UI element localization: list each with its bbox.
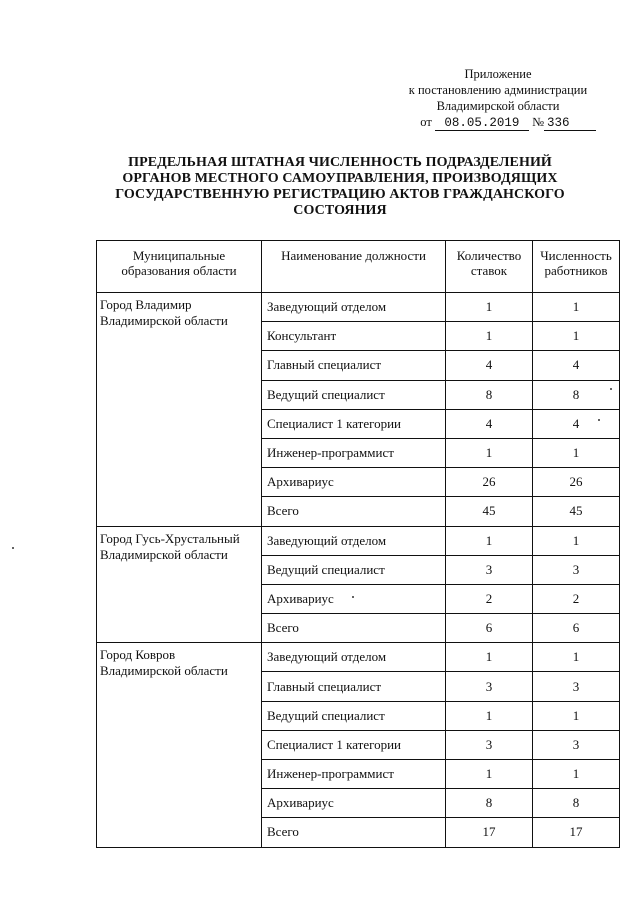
workers-cell: 3	[533, 555, 620, 584]
position-cell: Ведущий специалист	[262, 380, 446, 409]
workers-cell: 3	[533, 672, 620, 701]
position-cell: Инженер-программист	[262, 438, 446, 467]
date-prefix: от	[420, 115, 432, 129]
table-body	[97, 293, 620, 848]
position-cell: Главный специалист	[262, 351, 446, 380]
workers-cell: 1	[533, 760, 620, 789]
document-title: ПРЕДЕЛЬНАЯ ШТАТНАЯ ЧИСЛЕННОСТЬ ПОДРАЗДЕЛЕНИЙ ОРГАНОВ МЕСТНОГО САМОУПРАВЛЕНИЯ, ПРОИЗВОДЯЩИХ ГОСУДАРСТВЕННУЮ РЕГИСТРАЦИЮ АКТОВ ГРАЖДАНСКОГО СОСТОЯНИЯ	[115, 155, 565, 218]
workers-cell: 1	[533, 643, 620, 672]
workers-cell: 8	[533, 789, 620, 818]
position-cell: Ведущий специалист	[262, 555, 446, 584]
rates-cell: 1	[446, 438, 533, 467]
number-prefix: №	[532, 115, 544, 129]
header-position: Наименование должности	[262, 241, 446, 293]
workers-cell: 1	[533, 438, 620, 467]
workers-cell: 6	[533, 614, 620, 643]
workers-cell: 4	[533, 409, 620, 438]
position-cell: Всего	[262, 818, 446, 847]
position-cell: Специалист 1 категории	[262, 730, 446, 759]
rates-cell: 4	[446, 351, 533, 380]
workers-cell: 4	[533, 351, 620, 380]
header-workers: Численность работников	[533, 241, 620, 293]
position-cell: Специалист 1 категории	[262, 409, 446, 438]
scan-speck	[352, 596, 354, 598]
decree-number: 336	[544, 116, 596, 131]
position-cell: Архивариус	[262, 584, 446, 613]
workers-cell: 17	[533, 818, 620, 847]
appendix-decree-line: к постановлению администрации	[408, 83, 588, 97]
rates-cell: 8	[446, 789, 533, 818]
staffing-table	[96, 240, 620, 848]
appendix-title: Приложение	[464, 67, 532, 81]
workers-cell: 3	[533, 730, 620, 759]
rates-cell: 1	[446, 701, 533, 730]
rates-cell: 8	[446, 380, 533, 409]
staffing-table-wrapper	[96, 240, 620, 848]
scan-speck	[598, 419, 600, 421]
position-cell: Инженер-программист	[262, 760, 446, 789]
position-cell: Заведующий отделом	[262, 293, 446, 322]
municipality-cell: Город Владимир Владимирской области	[97, 293, 262, 527]
rates-cell: 1	[446, 643, 533, 672]
rates-cell: 26	[446, 468, 533, 497]
rates-cell: 1	[446, 293, 533, 322]
rates-cell: 6	[446, 614, 533, 643]
position-cell: Всего	[262, 497, 446, 526]
appendix-region-line: Владимирской области	[436, 99, 560, 113]
header-municipality: Муниципальные образования области	[97, 241, 262, 293]
position-cell: Архивариус	[262, 468, 446, 497]
rates-cell: 1	[446, 526, 533, 555]
workers-cell: 1	[533, 322, 620, 351]
table-row	[97, 293, 620, 322]
rates-cell: 3	[446, 555, 533, 584]
rates-cell: 17	[446, 818, 533, 847]
rates-cell: 3	[446, 672, 533, 701]
table-header-row	[97, 241, 620, 293]
rates-cell: 4	[446, 409, 533, 438]
table-row	[97, 526, 620, 555]
decree-reference	[400, 114, 596, 131]
position-cell: Главный специалист	[262, 672, 446, 701]
workers-cell: 1	[533, 293, 620, 322]
workers-cell: 2	[533, 584, 620, 613]
position-cell: Заведующий отделом	[262, 643, 446, 672]
appendix-block	[400, 66, 596, 131]
rates-cell: 45	[446, 497, 533, 526]
municipality-cell: Город Ковров Владимирской области	[97, 643, 262, 847]
workers-cell: 45	[533, 497, 620, 526]
table-row	[97, 643, 620, 672]
rates-cell: 3	[446, 730, 533, 759]
header-rates: Количество ставок	[446, 241, 533, 293]
position-cell: Консультант	[262, 322, 446, 351]
rates-cell: 1	[446, 322, 533, 351]
workers-cell: 26	[533, 468, 620, 497]
position-cell: Ведущий специалист	[262, 701, 446, 730]
municipality-cell: Город Гусь-Хрустальный Владимирской области	[97, 526, 262, 643]
position-cell: Архивариус	[262, 789, 446, 818]
position-cell: Всего	[262, 614, 446, 643]
workers-cell: 8	[533, 380, 620, 409]
workers-cell: 1	[533, 701, 620, 730]
scan-speck	[610, 388, 612, 390]
rates-cell: 2	[446, 584, 533, 613]
rates-cell: 1	[446, 760, 533, 789]
decree-date: 08.05.2019	[435, 116, 529, 131]
position-cell: Заведующий отделом	[262, 526, 446, 555]
scan-speck	[12, 547, 14, 549]
workers-cell: 1	[533, 526, 620, 555]
